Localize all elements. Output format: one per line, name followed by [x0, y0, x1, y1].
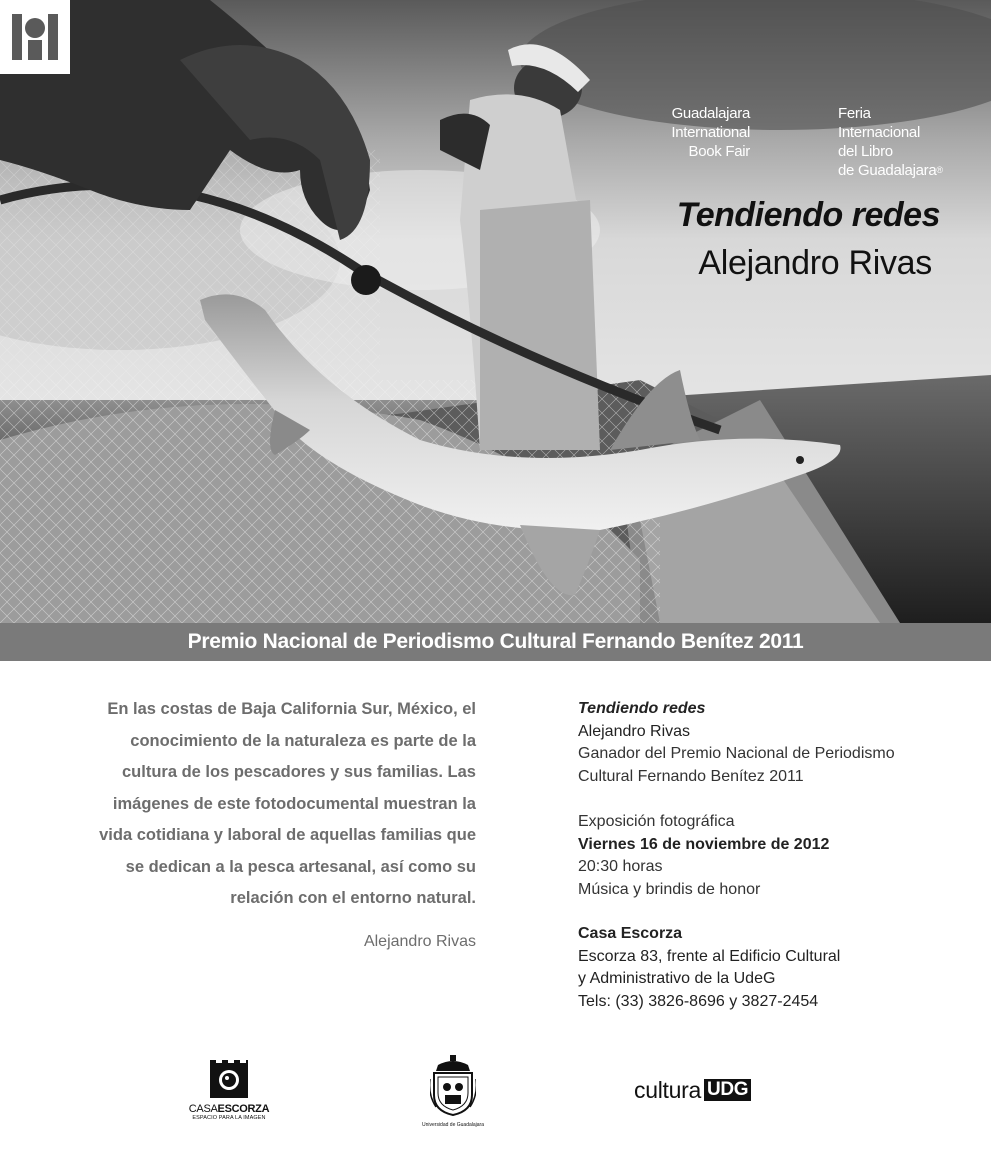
- event-type: Exposición fotográfica: [578, 813, 735, 830]
- casa-escorza-name-light: CASA: [188, 1103, 218, 1115]
- work-details: [578, 698, 978, 788]
- details-award: Cultural Fernando Benítez 2011: [578, 767, 804, 785]
- fair-es-line: Internacional: [838, 124, 920, 141]
- udg-box: UDG: [704, 1079, 751, 1101]
- exhibit-title: Tendiendo redes: [676, 196, 940, 234]
- intro-paragraph: [60, 694, 476, 915]
- intro-line: En las costas de Baja California Sur, México, el: [107, 700, 476, 718]
- intro-signature: Alejandro Rivas: [363, 933, 476, 950]
- event-extras: Música y brindis de honor: [578, 880, 761, 898]
- fair-es-line: de Guadalajara: [838, 162, 937, 179]
- fair-en-line: Guadalajara: [671, 105, 750, 122]
- venue-name: Casa Escorza: [578, 925, 683, 942]
- intro-line: conocimiento de la naturaleza es parte de la: [130, 731, 476, 750]
- fair-name-spanish: [838, 104, 988, 180]
- casa-escorza-name-bold: ESCORZA: [217, 1103, 270, 1115]
- event-date: Viernes 16 de noviembre de 2012: [578, 835, 830, 853]
- university-crest-icon: [430, 1055, 476, 1117]
- venue-address: Escorza 83, frente al Edificio Cultural: [578, 947, 841, 965]
- intro-line: cultura de los pescadores y sus familias. Las: [122, 763, 476, 781]
- details-author: Alejandro Rivas: [578, 722, 691, 740]
- venue-details: [578, 923, 978, 1013]
- fair-es-line: Feria: [838, 105, 871, 122]
- fil-logo-icon: [0, 0, 70, 74]
- event-time: 20:30 horas: [578, 858, 663, 875]
- intro-line: vida cotidiana y laboral de aquellas familias que: [99, 826, 476, 844]
- cultura-word: cultura: [634, 1077, 701, 1103]
- intro-line: imágenes de este fotodocumental muestran la: [112, 794, 476, 813]
- casa-escorza-tagline: ESPACIO PARA LA IMAGEN: [192, 1115, 266, 1121]
- fair-en-line: Book Fair: [688, 143, 750, 160]
- intro-line: relación con el entorno natural.: [230, 889, 476, 907]
- udg-crest-logo: [418, 1055, 488, 1127]
- event-details: [578, 811, 978, 901]
- details-title: Tendiendo redes: [578, 700, 706, 717]
- casa-escorza-logo: [184, 1058, 274, 1128]
- details-award: Ganador del Premio Nacional de Periodismo: [578, 745, 895, 762]
- fair-name-english: [600, 104, 750, 161]
- award-banner: Premio Nacional de Periodismo Cultural Fernando Benítez 2011: [0, 623, 991, 661]
- cultura-udg-logo: [634, 1076, 751, 1106]
- registered-mark: ®: [936, 165, 943, 175]
- tower-camera-icon: [208, 1058, 250, 1098]
- intro-line: se dedican a la pesca artesanal, así como su: [125, 857, 476, 876]
- fair-en-line: International: [671, 124, 750, 141]
- fair-es-line: del Libro: [838, 143, 893, 160]
- venue-address: y Administrativo de la UdeG: [578, 970, 776, 987]
- exhibit-author: Alejandro Rivas: [698, 244, 932, 282]
- venue-phones: Tels: (33) 3826-8696 y 3827-2454: [578, 992, 819, 1010]
- udg-caption: Universidad de Guadalajara: [422, 1122, 484, 1128]
